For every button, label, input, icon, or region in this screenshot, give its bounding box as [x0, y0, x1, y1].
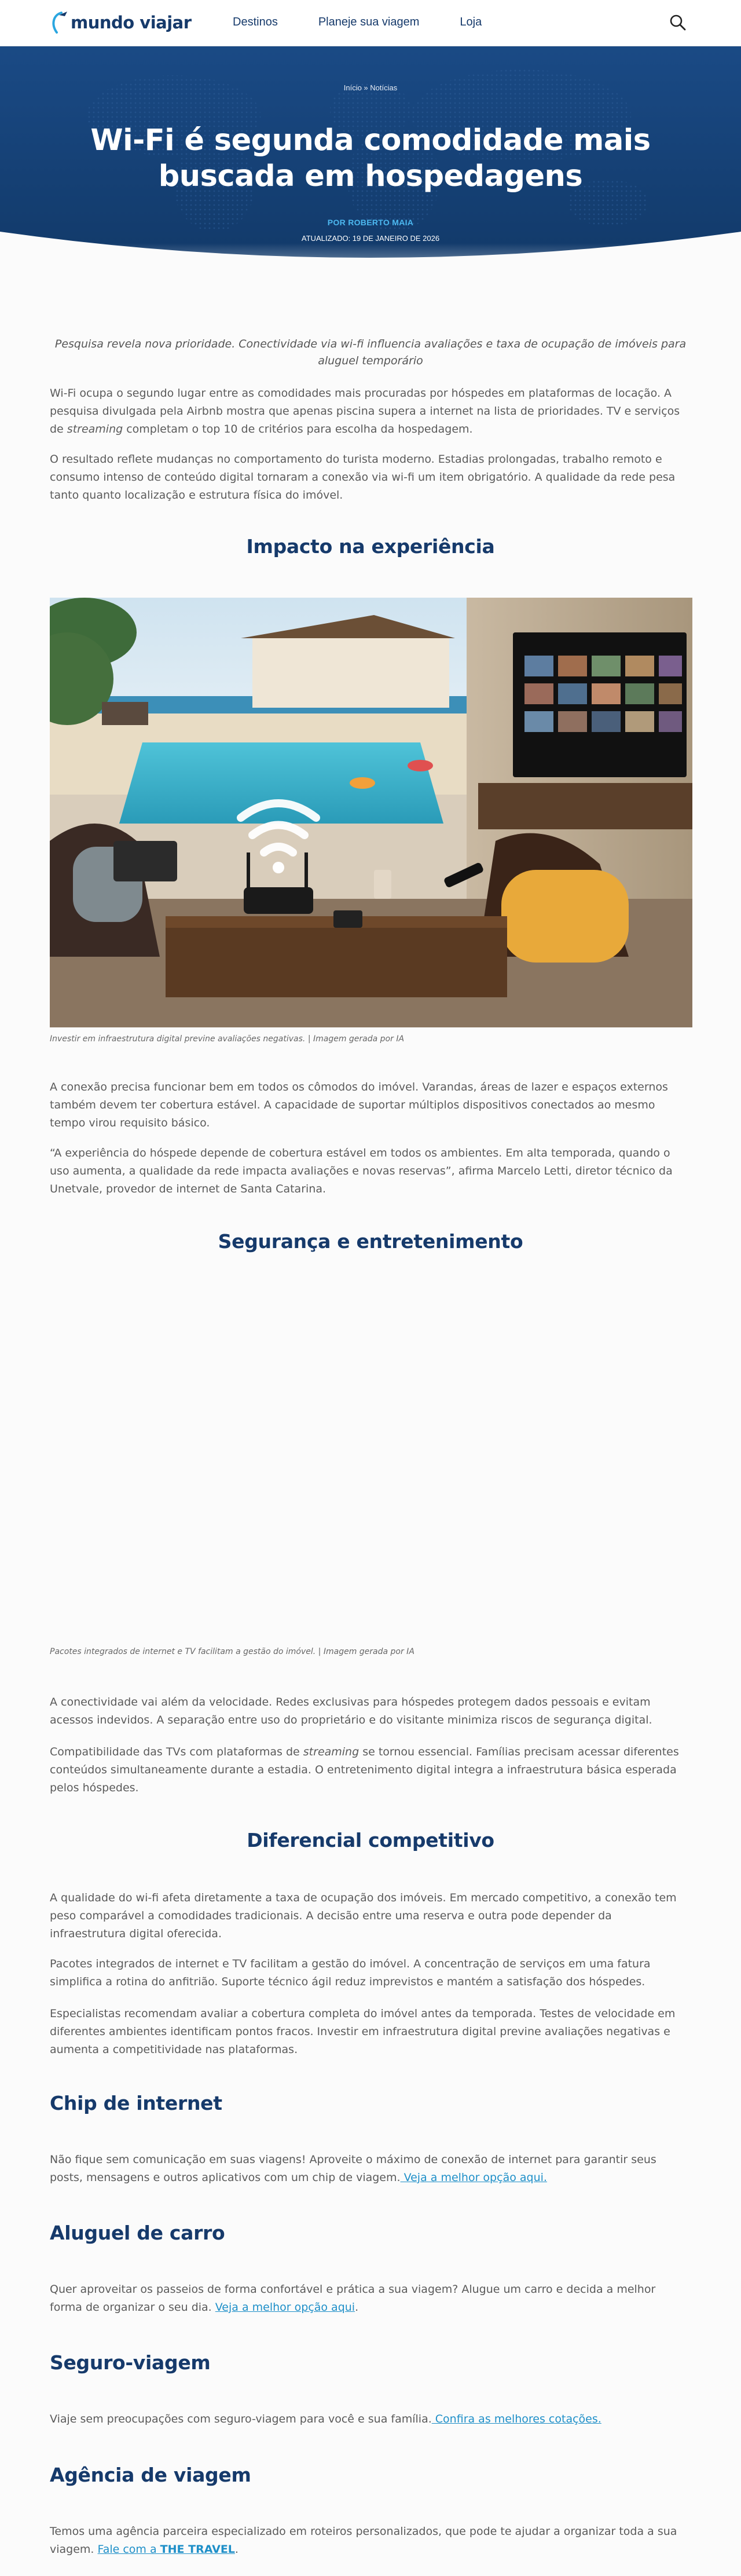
- search-button[interactable]: [668, 13, 688, 32]
- paragraph-block: [50, 1889, 691, 1943]
- paragraph-block: [50, 1144, 691, 1198]
- paragraph-text: Quer aproveitar os passeios de forma confortável e prática a sua viagem? Alugue um carro e decida a melhor forma de organizar o seu dia.: [50, 2283, 656, 2314]
- paragraph: [50, 2410, 691, 2428]
- chip-link[interactable]: Veja a melhor opção aqui.: [400, 2171, 547, 2184]
- section-heading-diferencial: Diferencial competitivo: [247, 1829, 494, 1851]
- page-title: Wi-Fi é segunda comodidade mais buscada em hospedagens: [90, 123, 651, 193]
- emphasis-text: streaming: [67, 423, 123, 436]
- author-byline[interactable]: POR ROBERTO MAIA: [327, 218, 414, 227]
- paragraph: [50, 2523, 691, 2559]
- paragraph-block: [50, 1078, 691, 1132]
- paragraph-block: [50, 1955, 691, 1991]
- paragraph-block: [50, 2523, 691, 2559]
- logo-text: mundo viajar: [71, 13, 192, 32]
- airplane-swoosh-icon: [50, 9, 69, 36]
- paragraph: “A experiência do hóspede depende de cobertura estável em todos os ambientes. Em alta temporada, quando o uso aumenta, a qualidade da rede impacta avaliações e novas reservas”, afirma Marcelo Letti, diretor técnico da Unetvale, provedor de internet de Santa Catarina.: [50, 1147, 673, 1195]
- main-nav: [233, 16, 522, 29]
- search-icon: [668, 13, 688, 32]
- paragraph-text: .: [355, 2301, 359, 2314]
- paragraph: Pacotes integrados de internet e TV facilitam a gestão do imóvel. A concentração de serviços em uma fatura simplifica a rotina do anfitrião. Suporte técnico ágil reduz imprevistos e mantém a satisfação dos hóspedes.: [50, 1957, 651, 1988]
- section-heading-seguranca: Segurança e entretenimento: [218, 1230, 523, 1253]
- section-heading-chip: Chip de internet: [50, 2092, 222, 2114]
- site-logo[interactable]: [50, 9, 192, 36]
- paragraph-text: se tornou essencial. Famílias precisam acessar diferentes conteúdos simultaneamente durante a estadia. O entretenimento digital integra a infraestrutura básica esperada pelos hóspedes.: [50, 1746, 679, 1794]
- intro-block: [50, 385, 691, 438]
- paragraph-block: [50, 1743, 691, 1797]
- paragraph: [50, 385, 691, 438]
- image-caption: Pacotes integrados de internet e TV facilitam a gestão do imóvel. | Imagem gerada por IA: [50, 1647, 414, 1656]
- paragraph: [50, 1743, 691, 1797]
- paragraph-block: [50, 2151, 691, 2187]
- nav-loja[interactable]: Loja: [460, 16, 482, 28]
- paragraph-block: [50, 2410, 691, 2428]
- breadcrumb[interactable]: Início » Notícias: [343, 83, 398, 92]
- paragraph-text: completam o top 10 de critérios para escolha da hospedagem.: [123, 423, 473, 436]
- agencia-link[interactable]: [98, 2543, 235, 2556]
- living-room-illustration: [50, 598, 692, 1027]
- paragraph-block: [50, 451, 691, 504]
- site-header: [0, 0, 741, 46]
- agencia-link-brand: THE TRAVEL: [160, 2543, 235, 2556]
- paragraph-block: [50, 2005, 691, 2059]
- paragraph: [50, 2281, 691, 2317]
- paragraph-block: [50, 1693, 691, 1729]
- paragraph-text: Viaje sem preocupações com seguro-viagem para você e sua família.: [50, 2413, 432, 2425]
- paragraph-block: [50, 2281, 691, 2317]
- paragraph: Especialistas recomendam avaliar a cobertura completa do imóvel antes da temporada. Testes de velocidade em diferentes ambientes identificam pontos fracos. Investir em infraestrutura digital previne avaliações negativas e aumenta a competitividade nas plataformas.: [50, 2007, 676, 2056]
- paragraph: [50, 2151, 691, 2187]
- paragraph: A conectividade vai além da velocidade. Redes exclusivas para hóspedes protegem dados pessoais e evitam acessos indevidos. A separação entre uso do proprietário e do visitante minimiza riscos de segurança digital.: [50, 1696, 652, 1726]
- paragraph-text: Compatibilidade das TVs com plataformas de: [50, 1746, 303, 1758]
- image-caption: Investir em infraestrutura digital previne avaliações negativas. | Imagem gerada por IA: [50, 1034, 405, 1044]
- updated-date: ATUALIZADO: 19 DE JANEIRO DE 2026: [301, 234, 440, 243]
- section-heading-seguro: Seguro-viagem: [50, 2351, 211, 2374]
- paragraph: O resultado reflete mudanças no comportamento do turista moderno. Estadias prolongadas, trabalho remoto e consumo intenso de conteúdo digital tornaram a conexão via wi-fi um item obrigatório. A qualidade da rede pesa tanto quanto localização e estrutura física do imóvel.: [50, 453, 676, 502]
- nav-destinos[interactable]: Destinos: [233, 16, 278, 28]
- paragraph-text: Não fique sem comunicação em suas viagens! Aproveite o máximo de conexão de internet para garantir seus posts, mensagens e outros aplicativos com um chip de viagem.: [50, 2153, 656, 2184]
- article-image-wifi-living-room: [50, 598, 692, 1027]
- seguro-link[interactable]: Confira as melhores cotações.: [431, 2413, 601, 2425]
- section-heading-carro: Aluguel de carro: [50, 2222, 225, 2244]
- article-lead: Pesquisa revela nova prioridade. Conectividade via wi-fi influencia avaliações e taxa de ocupação de imóveis para aluguel temporário: [54, 338, 687, 367]
- paragraph-text: Wi-Fi ocupa o segundo lugar entre as comodidades mais procuradas por hóspedes em plataformas de locação. A pesquisa divulgada pela Airbnb mostra que apenas piscina supera a internet na lista de prioridades. TV e serviços de: [50, 387, 680, 436]
- paragraph-text: Temos uma agência parceira especializado em roteiros personalizados, que pode te ajudar a organizar toda a sua viagem.: [50, 2525, 677, 2556]
- carro-link[interactable]: Veja a melhor opção aqui: [215, 2301, 355, 2314]
- article-image-placeholder: [50, 1293, 692, 1640]
- paragraph-text: .: [234, 2543, 239, 2556]
- section-heading-impacto: Impacto na experiência: [246, 535, 495, 558]
- section-heading-agencia: Agência de viagem: [50, 2464, 251, 2486]
- agencia-link-text: Fale com a: [97, 2543, 160, 2556]
- emphasis-text: streaming: [303, 1746, 360, 1758]
- nav-planeje-sua-viagem[interactable]: Planeje sua viagem: [318, 16, 420, 28]
- paragraph: A conexão precisa funcionar bem em todos os cômodos do imóvel. Varandas, áreas de lazer e espaços externos também devem ter cobertura estável. A capacidade de suportar múltiplos dispositivos conectados ao mesmo tempo virou requisito básico.: [50, 1081, 668, 1129]
- paragraph: A qualidade do wi-fi afeta diretamente a taxa de ocupação dos imóveis. Em mercado competitivo, a conexão tem peso comparável a comodidades tradicionais. A decisão entre uma reserva e outra pode depender da infraestrutura digital oferecida.: [50, 1891, 677, 1940]
